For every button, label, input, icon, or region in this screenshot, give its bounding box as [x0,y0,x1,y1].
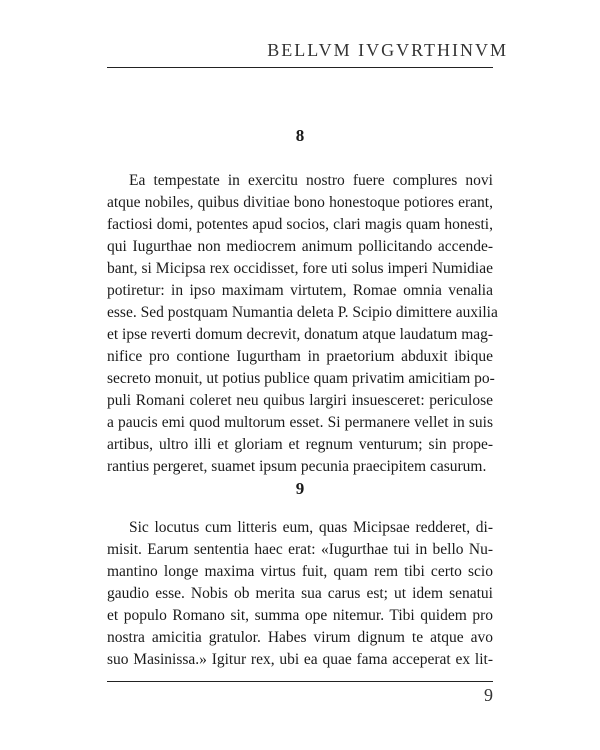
text-line: suo Masinissa.» Igitur rex, ubi ea quae fama acceperat ex lit- [107,651,493,668]
text-line: et populo Romano sit, summa ope nitemur. Tibi quidem pro [107,607,493,624]
text-line: mantino longe maxima virtus fuit, quam rem tibi certo scio [107,563,493,580]
text-line: secreto monuit, ut potius publice quam privatim amicitiam po- [107,370,495,387]
text-line: rantius pergeret, suamet ipsum pecunia praecipitem casurum. [107,458,487,475]
header-rule [107,67,493,68]
text-line: esse. Sed postquam Numantia deleta P. Scipio dimittere auxilia [107,304,498,321]
text-line: nostra amicitia gratulor. Habes virum dignum te atque avo [107,629,493,646]
text-line: et ipse reverti domum decrevit, donatum atque laudatum mag- [107,326,494,343]
text-line: qui Iugurthae non mediocrem animum pollicitando accende- [107,238,493,255]
page-number: 9 [484,685,493,705]
chapter-number: 8 [295,126,305,145]
chapter-8-text [107,170,498,478]
text-line: misit. Earum sententia haec erat: «Iugurthae tui in bello Nu- [107,541,493,558]
text-line: gaudio esse. Nobis ob merita sua carus est; ut idem senatui [107,585,493,602]
text-line: puli Romani coleret neu quibus largiri insuesceret: periculose [107,392,493,409]
text-line: Sic locutus cum litteris eum, quas Micipsae redderet, di- [129,519,493,536]
footer-rule [107,681,493,682]
running-title: BELLVM IVGVRTHINVM [267,40,508,60]
text-line: a paucis emi quod multorum esset. Si permanere vellet in suis [107,414,493,431]
text-line: Ea tempestate in exercitu nostro fuere complures novi [129,172,493,189]
chapter-9-text [107,517,493,671]
text-line: potiretur: in ipso maximam virtutem, Romae omnia venalia [107,282,493,299]
text-line: factiosi domi, potentes apud socios, clari magis quam honesti, [107,216,493,233]
text-line: nifice pro contione Iugurtham in praetorium abduxit ibique [107,348,493,365]
text-line: bant, si Micipsa rex occidisset, fore uti solus imperi Numidiae [107,260,493,277]
chapter-number: 9 [295,479,305,498]
text-line: artibus, ultro illi et gloriam et regnum venturum; sin prope- [107,436,493,453]
text-line: atque nobiles, quibus divitiae bono honestoque potiores erant, [107,194,493,211]
